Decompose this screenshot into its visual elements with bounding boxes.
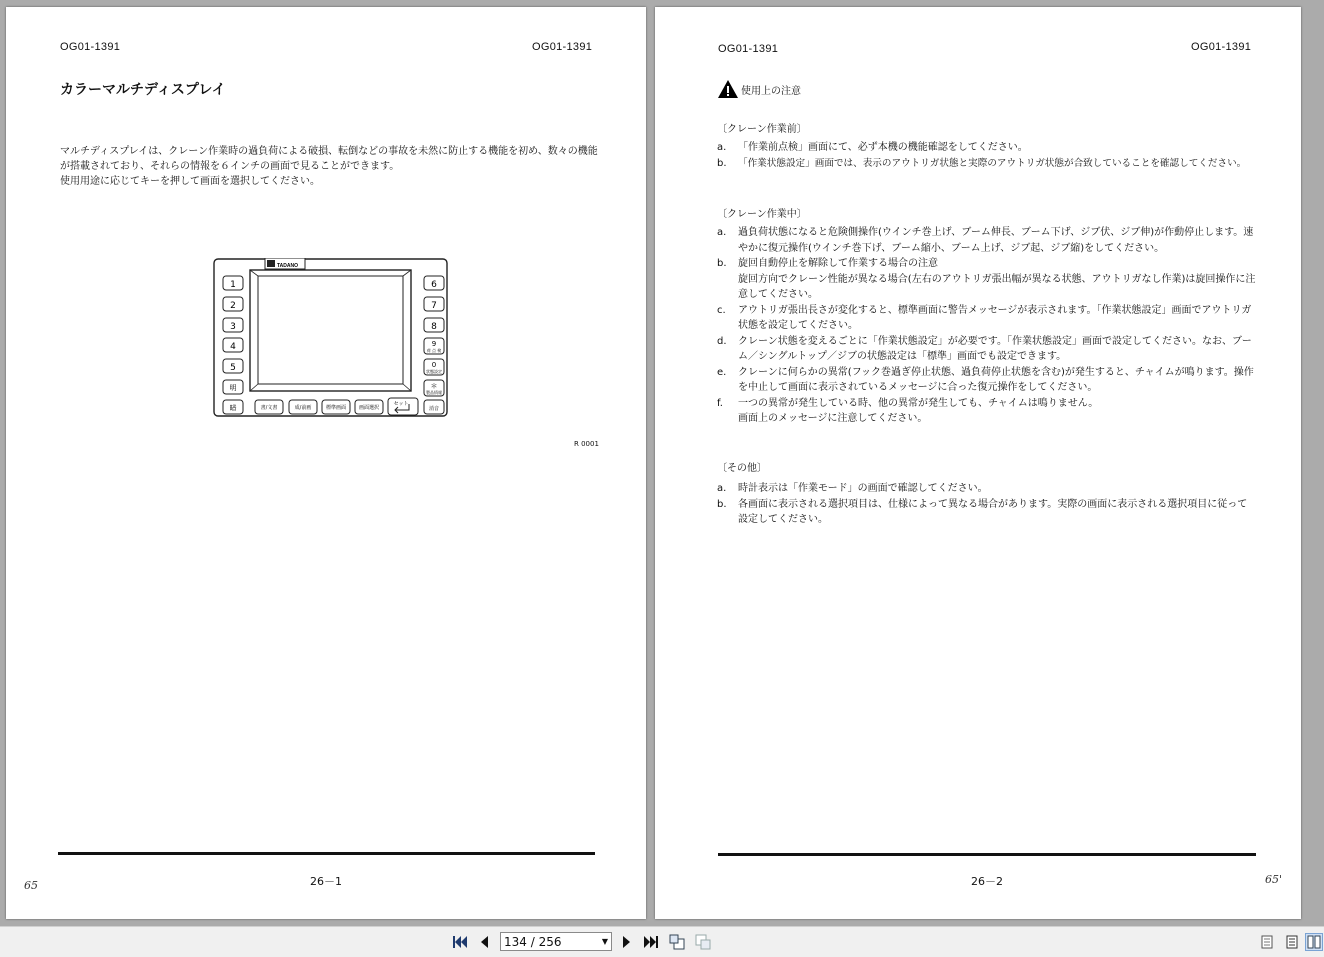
- svg-text:6: 6: [431, 280, 437, 290]
- key-8: [424, 318, 444, 332]
- two-page-view-icon[interactable]: [1305, 933, 1323, 951]
- prev-page-icon[interactable]: [475, 933, 493, 951]
- svg-text:暗: 暗: [229, 404, 237, 412]
- key-3: [223, 318, 243, 332]
- continuous-view-icon[interactable]: [1283, 933, 1301, 951]
- handwritten-note: 65': [1265, 873, 1283, 886]
- svg-text:3: 3: [230, 322, 236, 332]
- list-item: b. 「作業状態設定」画面では、表示のアウトリガ状態と実際のアウトリガ状態が合致していることを確認してください。: [717, 157, 1247, 169]
- key-6: [424, 276, 444, 290]
- header-doc-code-right: OG01-1391: [532, 41, 593, 53]
- caution-title: 使用上の注意: [741, 85, 801, 97]
- svg-text:成/前画: 成/前画: [294, 405, 312, 411]
- section-heading: 〔クレーン作業前〕: [717, 124, 807, 135]
- left-keypad: [223, 276, 243, 414]
- navigation-toolbar: [0, 926, 1324, 957]
- intro-paragraph: [60, 144, 605, 189]
- header-doc-code-right: OG01-1391: [1191, 41, 1252, 53]
- section-items-other: [717, 481, 1257, 528]
- key-0: [424, 359, 444, 375]
- svg-text:4: 4: [230, 342, 236, 352]
- multi-display-figure: [213, 258, 449, 418]
- key-dark: [223, 400, 243, 414]
- intro-line: マルチディスプレイは、クレーン作業時の過負荷による破損、転倒などの事故を未然に防止する機能を初め、数々の機能: [60, 146, 598, 157]
- svg-text:8: 8: [431, 322, 437, 332]
- first-page-icon[interactable]: [451, 933, 469, 951]
- key-9: [424, 338, 444, 354]
- rotate-back-icon[interactable]: [668, 933, 686, 951]
- footer-rule: [718, 853, 1256, 856]
- svg-text:＊: ＊: [430, 382, 438, 390]
- list-item: a. 時計表示は「作業モード」の画面で確認してください。: [717, 483, 988, 494]
- bottom-keypad: [255, 398, 418, 415]
- right-keypad: [424, 276, 444, 414]
- svg-text:標準画面: 標準画面: [325, 405, 347, 411]
- page-number-selector[interactable]: [500, 932, 612, 951]
- key-screen-select: [355, 400, 383, 414]
- key-asterisk: [424, 380, 444, 396]
- header-doc-code-left: OG01-1391: [60, 41, 121, 53]
- section-items-before-work: [717, 140, 1257, 171]
- intro-line: が搭載されており、それらの情報を６インチの画面で見ることができます。: [60, 161, 400, 172]
- key-4: [223, 338, 243, 352]
- page-number: 26－1: [310, 875, 342, 888]
- svg-text:セット: セット: [393, 401, 409, 407]
- page-number: 26－2: [971, 875, 1003, 888]
- caution-heading: [717, 79, 801, 99]
- key-prev-screen: [289, 400, 317, 414]
- section-items-during-work: [717, 225, 1257, 427]
- last-page-icon[interactable]: [642, 933, 660, 951]
- header-doc-code-left: OG01-1391: [718, 43, 779, 55]
- list-item: b. 旋回自動停止を解除して作業する場合の注意 旋回方向でクレーン性能が異なる場合(左右のアウトリガ張出幅が異なる状態、アウトリガなし作業)は旋回操作に注意してください。: [717, 258, 1256, 300]
- single-page-view-icon[interactable]: [1258, 933, 1276, 951]
- key-standard-screen: [322, 400, 350, 414]
- svg-text:画面選択: 画面選択: [358, 405, 380, 411]
- chevron-down-icon: ▼: [601, 937, 608, 946]
- key-1: [223, 276, 243, 290]
- page-left: [6, 7, 646, 919]
- brand-logo-text: TADANO: [277, 263, 299, 269]
- page-indicator: 134 / 256: [504, 934, 562, 949]
- svg-text:0: 0: [431, 361, 437, 369]
- rotate-forward-icon[interactable]: [694, 933, 712, 951]
- svg-text:製品情報: 製品情報: [426, 390, 442, 395]
- key-set: [388, 398, 418, 415]
- warning-triangle-icon: [717, 79, 739, 99]
- svg-text:荷 点 検: 荷 点 検: [426, 348, 442, 353]
- svg-text:1: 1: [230, 280, 236, 290]
- page-title: カラーマルチディスプレイ: [60, 82, 226, 98]
- svg-text:2: 2: [230, 301, 236, 311]
- handwritten-note: 65: [24, 879, 38, 892]
- figure-code: R 0001: [574, 440, 599, 448]
- list-item: c. アウトリガ張出長さが変化すると、標準画面に警告メッセージが表示されます。「作業状態設定」画面でアウトリガ状態を設定してください。: [717, 304, 1252, 331]
- key-bright: [223, 380, 243, 394]
- section-heading: 〔クレーン作業中〕: [717, 209, 807, 220]
- svg-text:9: 9: [431, 340, 437, 348]
- key-5: [223, 359, 243, 373]
- key-doc: [255, 400, 283, 414]
- svg-text:状態設定: 状態設定: [426, 369, 442, 374]
- list-item: b. 各画面に表示される選択項目は、仕様によって異なる場合があります。実際の画面に表示される選択項目に従って設定してください。: [717, 498, 1248, 525]
- intro-line: 使用用途に応じてキーを押して画面を選択してください。: [60, 176, 320, 187]
- list-item: a. 「作業前点検」画面にて、必ず本機の機能確認をしてください。: [717, 142, 1028, 153]
- section-heading: 〔その他〕: [717, 463, 767, 474]
- list-item: a. 過負荷状態になると危険側操作(ウインチ巻上げ、ブーム伸長、ブーム下げ、ジブ伏、ジブ伸)が作動停止します。速やかに復元操作(ウインチ巻下げ、ブーム縮小、ブーム上げ、ジブ起、ジブ縮)をしてください。: [717, 227, 1254, 254]
- svg-text:5: 5: [230, 363, 236, 373]
- page-right: [655, 7, 1301, 919]
- footer-rule: [58, 852, 595, 855]
- list-item: d. クレーン状態を変えるごとに「作業状態設定」が必要です。「作業状態設定」画面で設定してください。なお、ブーム／シングルトップ／ジブの状態設定は「標準」画面でも設定できます。: [717, 335, 1252, 362]
- svg-text:消音: 消音: [428, 406, 440, 412]
- key-2: [223, 297, 243, 311]
- svg-text:7: 7: [431, 301, 437, 311]
- list-item: f. 一つの異常が発生している時、他の異常が発生しても、チャイムは鳴りません。 画面上のメッセージに注意してください。: [717, 397, 1099, 424]
- svg-text:明: 明: [229, 384, 237, 392]
- svg-text:書/文書: 書/文書: [260, 405, 278, 411]
- list-item: e. クレーンに何らかの異常(フック巻過ぎ停止状態、過負荷停止状態を含む)が発生すると、チャイムが鳴ります。操作を中止して画面に表示されているメッセージに合った復元操作をしてください。: [717, 366, 1254, 393]
- key-mute: [424, 400, 444, 414]
- key-7: [424, 297, 444, 311]
- next-page-icon[interactable]: [618, 933, 636, 951]
